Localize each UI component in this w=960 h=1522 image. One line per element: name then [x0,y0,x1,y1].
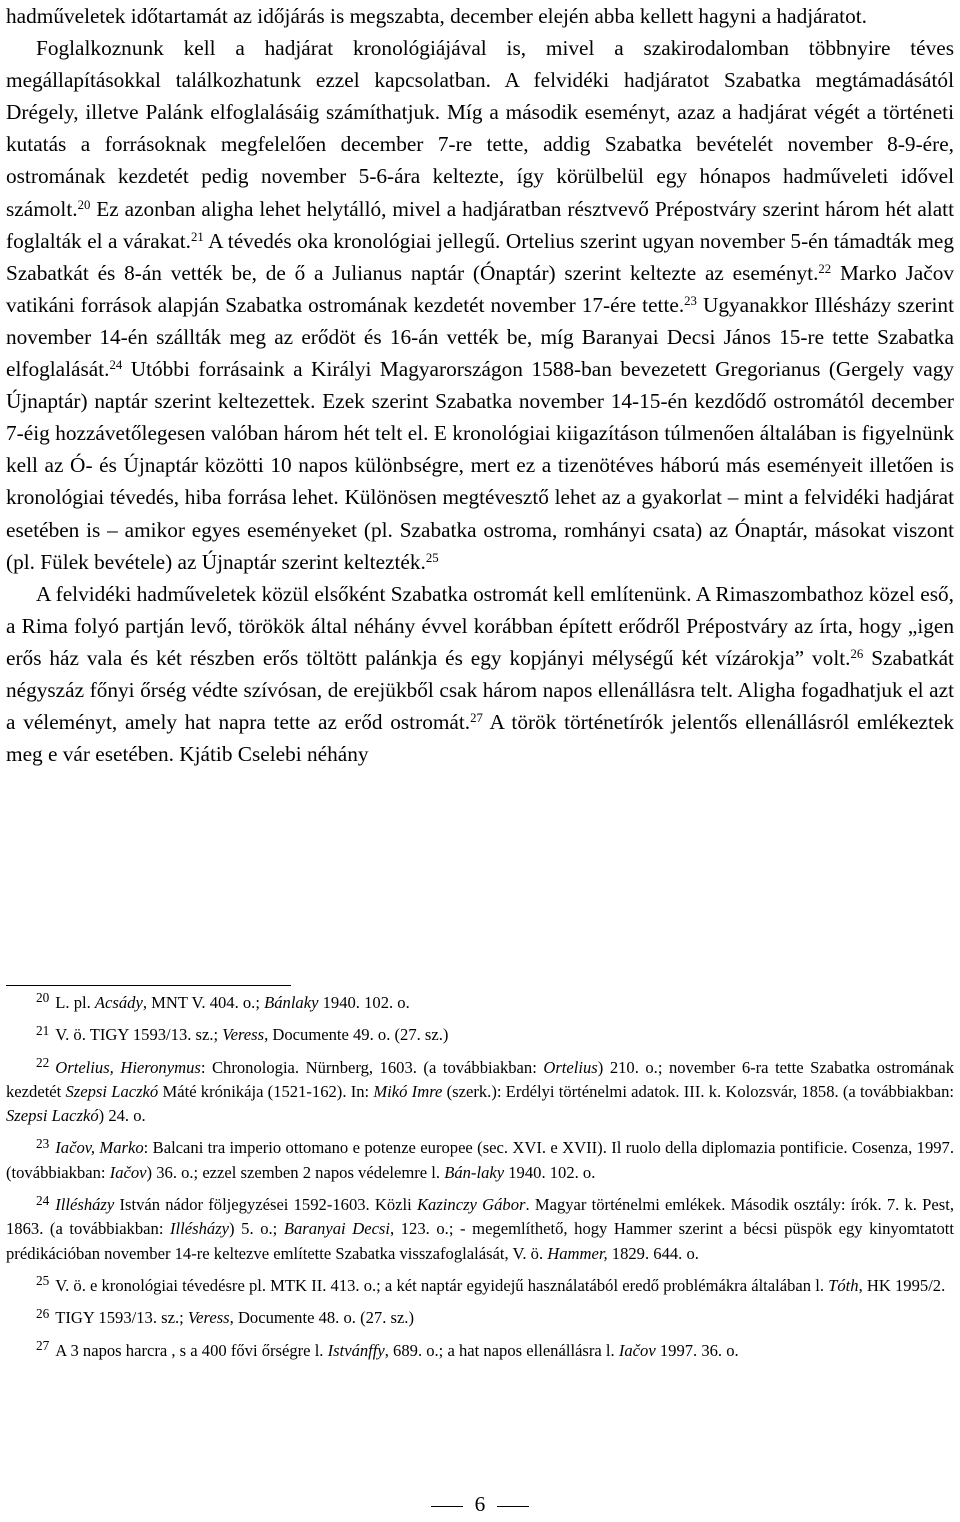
footnote-separator [6,985,291,986]
page-number-dash-left [431,1506,463,1507]
paragraph-chronology: Foglalkoznunk kell a hadjárat kronológiájával is, mivel a szakirodalomban többnyire téves megállapításokkal találkozhatunk ezzel kapcsolatban. A felvidéki hadjáratot Szabatka megtámadásától Drégely, illetve Palánk elfoglalásáig számíthatjuk. Míg a második eseményt, azaz a hadjárat végét a történeti kutatás a forrásoknak megfelelően december 7-re tette, addig Szabatka bevételét november 8-9-ére, ostromának kezdetét pedig november 5-6-ára keltezte, így körülbelül egy hónapos hadműveleti idővel számolt.$^{20}$ Ez azonban aligha lehet helytálló, mivel a hadjáratban résztvevő Prépostváry szerint három hét alatt foglalták el a várakat.$^{21}$ A tévedés oka kronológiai jellegű. Ortelius szerint ugyan november 5-én támadták meg Szabatkát és 8-án vették be, de ő a Julianus naptár (Ónaptár) szerint keltezte az eseményt.$^{22}$ Marko Jačov vatikáni források alapján Szabatka ostromának kezdetét november 17-ére tette.$^{23}$ Ugyanakkor Illésházy szerint november 14-én szállták meg az erődöt és 16-án vették be, míg Baranyai Decsi János 15-re tette Szabatka elfoglalását.$^{24}$ Utóbbi forrásaink a Királyi Magyarországon 1588-ban bevezetett Gregorianus (Gergely vagy Újnaptár) naptár szerint keltezettek. Ezek szerint Szabatka november 14-15-én kezdődő ostromától december 7-éig hozzávetőlegesen valóban három hét telt el. E kronológiai kiigazításon túlmenően általában is figyelnünk kell az Ó- és Újnaptár közötti 10 napos különbségre, mert ez a tizenötéves háború más eseményeit illetően is kronológiai tévedés, hiba forrása lehet. Különösen megtévesztő lehet az a gyakorlat – mint a felvidéki hadjárat esetében is – amikor egyes eseményeket (pl. Szabatka ostroma, romhányi csata) az Ónaptár, másokat viszont (pl. Fülek bevétele) az Újnaptár szerint keltezték.$^{25}$ [6,36,955,574]
footnote-ref-22[interactable]: 22 [818,261,832,276]
footnote-ref-23[interactable]: 23 [684,293,697,308]
footnote-ref-27[interactable]: 27 [470,711,483,726]
paragraph-szabatka: A felvidéki hadműveletek közül elsőként Szabatka ostromát kell említenünk. A Rimaszombathoz közel eső, a Rima folyó partján levő, törökök által néhány évvel korábban épített erődről Prépostváry az írta, hogy „igen erős ház vala és két részben erős töltött palánkja és egy kopjányi mélységű két vízárokja” volt.$^{26}$ Szabatkát négyszáz főnyi őrség védte szívósan, de erejükből csak három napos ellenállásra telt. Aligha fogadhatjuk el azt a véleményt, amely hat napra tette az erőd ostromát.$^{27}$ A török történetírók jelentős ellenállásról emlékeztek meg e vár esetében. Kjátib Cselebi néhány [6,581,954,767]
footnotes [6,991,954,1363]
footnote-21: $^{21}$ V. ö. TIGY 1593/13. sz.; Veress, Documente 49. o. (27. sz.) [36,1022,449,1045]
footnote-ref-21[interactable]: 21 [191,229,204,244]
footnote-25: $^{25}$ V. ö. e kronológiai tévedésre pl. MTK II. 413. o.; a két naptár egyidejű használatából eredő problémákra általában l. Tóth, HK 1995/2. [36,1273,946,1295]
footnote-27: $^{27}$ A 3 napos harcra , s a 400 fővi őrségre l. Istvánffy, 689. o.; a hat napos ellenállásra l. Iačov 1997. 36. o. [36,1338,739,1360]
footnote-ref-20[interactable]: 20 [77,197,91,212]
footnote-ref-26[interactable]: 26 [850,646,864,661]
page-number-dash-right [497,1506,529,1507]
footnote-24: $^{24}$ Illésházy István nádor följegyzései 1592-1603. Közli Kazinczy Gábor. Magyar történelmi emlékek. Második osztály: írók. 7. k. Pest, 1863. (a továbbiakban: Illésházy) 5. o.; Baranyai Decsi, 123. o.; - megemlíthető, hogy Hammer szerint a bécsi püspök egy kinyomtatott prédikációban november 14-re keltezve említette Szabatka visszafoglalását, V. ö. Hammer, 1829. 644. o. [6,1192,954,1263]
footnote-26: $^{26}$ TIGY 1593/13. sz.; Veress, Documente 48. o. (27. sz.) [36,1305,414,1328]
main-text [6,0,954,770]
footnote-20: $^{20}$ L. pl. Acsády, MNT V. 404. o.; Bánlaky 1940. 102. o. [36,990,410,1012]
document-page [6,0,955,1516]
footnote-22: $^{22}$ Ortelius, Hieronymus: Chronologia. Nürnberg, 1603. (a továbbiakban: Ortelius) 210. o.; november 6-ra tette Szabatka ostromának kezdetét Szepsi Laczkó Máté krónikája (1521-162). In: Mikó Imre (szerk.): Erdélyi történelmi adatok. III. k. Kolozsvár, 1858. (a továbbiakban: Szepsi Laczkó) 24. o. [6,1055,954,1126]
footnote-ref-24[interactable]: 24 [109,358,123,373]
page-number: 6 [6,1490,954,1518]
footnote-23: $^{23}$ Iačov, Marko: Balcani tra imperio ottomano e potenze europee (sec. XVI. e XVII). Il ruolo della diplomazia pontificie. Cosenza, 1997. (továbbiakban: Iačov) 36. o.; ezzel szemben 2 napos védelemre l. Bán-laky 1940. 102. o. [6,1135,954,1182]
paragraph-continuation: hadműveletek időtartamát az időjárás is megszabta, december elején abba kellett hagyni a hadjáratot. [6,4,867,28]
footnote-ref-25[interactable]: 25 [425,550,439,565]
